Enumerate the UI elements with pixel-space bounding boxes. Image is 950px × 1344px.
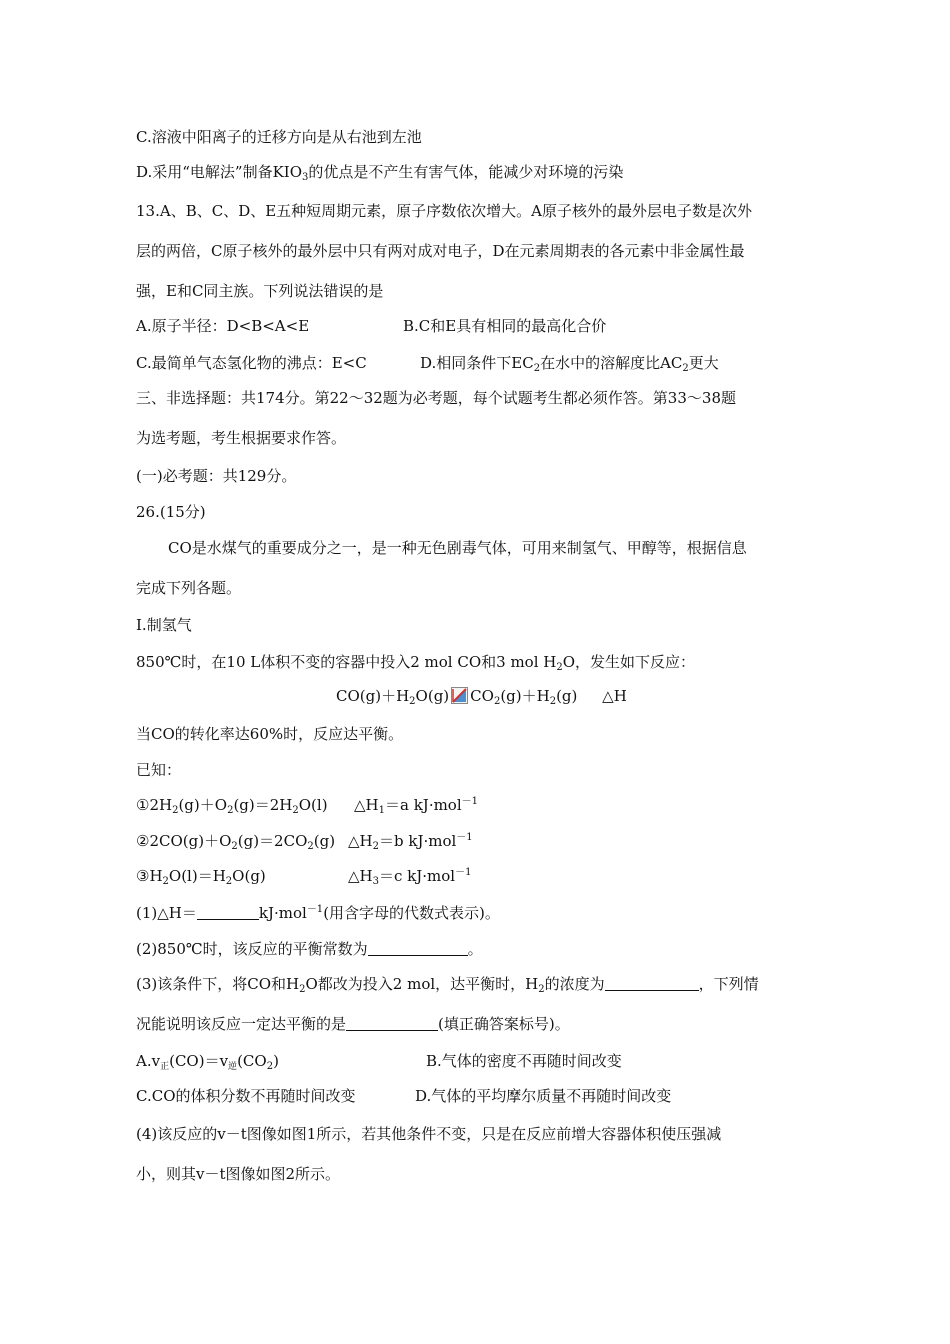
option-c-line: C.溶液中阳离子的迁移方向是从右池到左池 bbox=[136, 128, 422, 146]
text: D.采用“电解法”制备KIO bbox=[136, 163, 303, 181]
subscript: 2 bbox=[292, 805, 299, 816]
option-b-26: B.气体的密度不再随时间改变 bbox=[426, 1052, 622, 1070]
text: 在水中的溶解度比AC bbox=[540, 354, 683, 372]
text: O都改为投入2 mol，达平衡时，H bbox=[305, 975, 539, 993]
subscript: 2 bbox=[227, 805, 234, 816]
known-reaction-3-enthalpy bbox=[348, 866, 471, 886]
text: O(l) bbox=[298, 796, 328, 814]
text: O(l)＝H bbox=[168, 867, 226, 885]
superscript: －1 bbox=[306, 904, 324, 915]
subscript: 正 bbox=[160, 1062, 170, 1072]
option-c-13: C.最简单气态氢化物的沸点：E<C bbox=[136, 354, 367, 372]
text: (g)＋H bbox=[500, 687, 550, 705]
subscript: 3 bbox=[302, 172, 309, 183]
question-26-intro-line-2: 完成下列各题。 bbox=[136, 579, 242, 597]
option-b-13: B.C和E具有相同的最高化合价 bbox=[403, 317, 607, 335]
equilibrium-condition: 当CO的转化率达60%时，反应达平衡。 bbox=[136, 725, 404, 743]
part-1-heading: I.制氢气 bbox=[136, 616, 192, 634]
text: CO(g)＋H bbox=[336, 687, 410, 705]
known-reaction-1 bbox=[136, 795, 328, 815]
text: O，发生如下反应： bbox=[562, 653, 696, 671]
text: A.v bbox=[136, 1052, 161, 1070]
text: 的优点是不产生有害气体，能减少对环境的污染 bbox=[308, 163, 624, 181]
answer-blank[interactable] bbox=[346, 1015, 438, 1031]
text: ①2H bbox=[136, 796, 173, 814]
subscript: 2 bbox=[225, 876, 233, 887]
text: (CO bbox=[237, 1052, 267, 1070]
section-3-heading-line-1: 三、非选择题：共174分。第22～32题为必考题，每个试题考生都必须作答。第33～38题 bbox=[136, 389, 736, 407]
subscript: 逆 bbox=[228, 1062, 238, 1072]
question-13-line-3: 强，E和C同主族。下列说法错误的是 bbox=[136, 282, 384, 300]
text: ) bbox=[273, 1052, 279, 1070]
text: (g) bbox=[313, 832, 336, 850]
subscript: 2 bbox=[172, 805, 179, 816]
subscript: 2 bbox=[162, 876, 169, 887]
subscript: 2 bbox=[533, 363, 541, 374]
text: (g)＝2H bbox=[233, 796, 293, 814]
question-13-line-1: 13.A、B、C、D、E五种短周期元素，原子序数依次增大。A原子核外的最外层电子数是次外 bbox=[136, 202, 752, 220]
superscript: －1 bbox=[456, 832, 473, 843]
subscript: 2 bbox=[682, 363, 689, 374]
text: CO bbox=[470, 687, 494, 705]
subscript: 2 bbox=[409, 696, 416, 707]
required-questions-heading: (一)必考题：共129分。 bbox=[136, 467, 297, 485]
text: 。 bbox=[467, 940, 483, 958]
option-c-26: C.CO的体积分数不再随时间改变 bbox=[136, 1087, 356, 1105]
subscript: 2 bbox=[549, 696, 557, 707]
text: (g)＝2CO bbox=[237, 832, 308, 850]
text: ③H bbox=[136, 867, 163, 885]
question-26-intro-line-1: CO是水煤气的重要成分之一，是一种无色剧毒气体，可用来制氢气、甲醇等，根据信息 bbox=[168, 539, 747, 557]
option-d-26: D.气体的平均摩尔质量不再随时间改变 bbox=[415, 1087, 672, 1105]
subscript: 2 bbox=[299, 984, 306, 995]
question-26-heading: 26.(15分) bbox=[136, 503, 206, 521]
known-reaction-2 bbox=[136, 831, 335, 851]
text: kJ·mol bbox=[258, 904, 307, 922]
text: △H bbox=[348, 832, 373, 850]
text: ＝b kJ·mol bbox=[379, 832, 457, 850]
option-d-line bbox=[136, 162, 623, 182]
subscript: 2 bbox=[538, 984, 545, 995]
text: (3)该条件下，将CO和H bbox=[136, 975, 300, 993]
answer-blank[interactable] bbox=[368, 940, 468, 956]
text: (用含字母的代数式表示)。 bbox=[323, 904, 500, 922]
text: △H bbox=[348, 867, 373, 885]
text: D.相同条件下EC bbox=[420, 354, 534, 372]
text: △H bbox=[354, 796, 379, 814]
option-a-26 bbox=[136, 1051, 279, 1071]
text: ＝a kJ·mol bbox=[385, 796, 462, 814]
text: ②2CO(g)＋O bbox=[136, 832, 232, 850]
text: ，下列情 bbox=[698, 975, 759, 993]
superscript: －1 bbox=[455, 867, 472, 878]
delta-h: △H bbox=[602, 687, 627, 705]
answer-blank[interactable] bbox=[197, 904, 259, 920]
section-3-heading-line-2: 为选考题，考生根据要求作答。 bbox=[136, 429, 347, 447]
subscript: 3 bbox=[372, 876, 379, 887]
superscript: －1 bbox=[461, 796, 479, 807]
text: O(g) bbox=[232, 867, 266, 885]
known-label: 已知： bbox=[136, 761, 182, 779]
text: 更大 bbox=[688, 354, 719, 372]
known-reaction-1-enthalpy bbox=[354, 795, 478, 815]
text: ＝c kJ·mol bbox=[379, 867, 456, 885]
option-d-13 bbox=[420, 353, 719, 373]
sub-question-4-line-2: 小，则其v－t图像如图2所示。 bbox=[136, 1165, 341, 1183]
sub-question-2 bbox=[136, 939, 483, 959]
known-reaction-3 bbox=[136, 866, 266, 886]
text: (CO)＝v bbox=[169, 1052, 229, 1070]
sub-question-3-line-2 bbox=[136, 1014, 570, 1034]
text: 850℃时，在10 L体积不变的容器中投入2 mol CO和3 mol H bbox=[136, 653, 557, 671]
question-13-line-2: 层的两倍，C原子核外的最外层中只有两对成对电子，D在元素周期表的各元素中非金属性最 bbox=[136, 242, 745, 260]
sub-question-1 bbox=[136, 903, 500, 923]
subscript: 2 bbox=[231, 841, 238, 852]
subscript: 2 bbox=[493, 696, 501, 707]
text: 况能说明该反应一定达平衡的是 bbox=[136, 1015, 347, 1033]
text: (g)＋O bbox=[178, 796, 228, 814]
answer-blank[interactable] bbox=[605, 975, 699, 991]
known-reaction-2-enthalpy bbox=[348, 831, 473, 851]
text: (填正确答案标号)。 bbox=[438, 1015, 570, 1033]
text: O(g) bbox=[415, 687, 450, 705]
subscript: 2 bbox=[307, 841, 314, 852]
text: (g) bbox=[556, 687, 578, 705]
conditions-line bbox=[136, 652, 695, 672]
subscript: 2 bbox=[266, 1061, 274, 1072]
text: (1)△H＝ bbox=[136, 904, 197, 922]
subscript: 2 bbox=[372, 841, 379, 852]
subscript: 1 bbox=[378, 805, 385, 816]
subscript: 2 bbox=[556, 662, 563, 673]
text: 的浓度为 bbox=[544, 975, 605, 993]
reaction-equation bbox=[336, 686, 627, 706]
option-a-13: A.原子半径：D<B<A<E bbox=[136, 317, 310, 335]
equilibrium-arrow-icon bbox=[451, 687, 468, 704]
text: (2)850℃时，该反应的平衡常数为 bbox=[136, 940, 368, 958]
sub-question-4-line-1: (4)该反应的v－t图像如图1所示，若其他条件不变，只是在反应前增大容器体积使压强减 bbox=[136, 1125, 722, 1143]
sub-question-3-line-1 bbox=[136, 974, 759, 994]
